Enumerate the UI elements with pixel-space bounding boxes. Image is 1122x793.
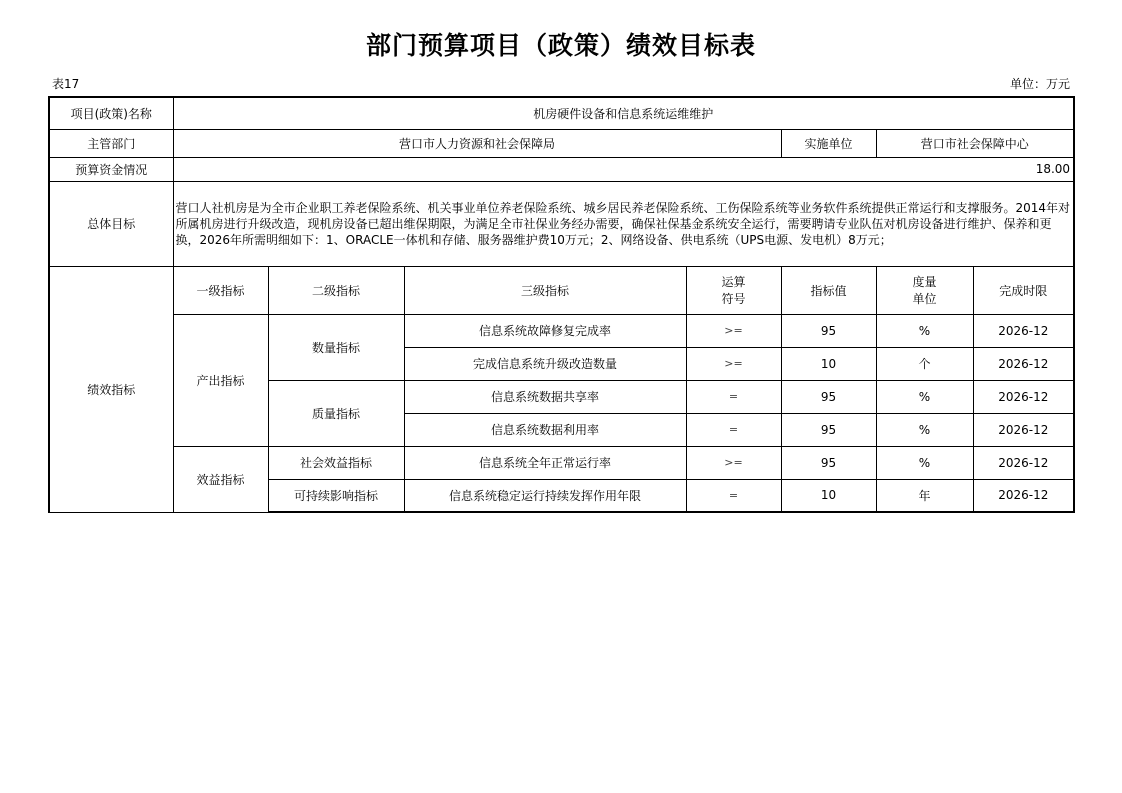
indicator-operator: = bbox=[686, 479, 781, 512]
indicator-operator: >= bbox=[686, 446, 781, 479]
group-quantity: 数量指标 bbox=[268, 314, 404, 380]
indicator-name: 信息系统稳定运行持续发挥作用年限 bbox=[404, 479, 686, 512]
indicator-deadline: 2026-12 bbox=[973, 446, 1074, 479]
group-quality: 质量指标 bbox=[268, 380, 404, 446]
header-level1: 一级指标 bbox=[173, 266, 268, 314]
project-name-value: 机房硬件设备和信息系统运维维护 bbox=[173, 97, 1074, 129]
unit-label: 单位：万元 bbox=[1009, 77, 1070, 91]
group-output: 产出指标 bbox=[173, 314, 268, 446]
indicator-value: 10 bbox=[781, 479, 876, 512]
implementer-label: 实施单位 bbox=[781, 129, 876, 157]
indicator-value: 95 bbox=[781, 446, 876, 479]
implementer-value: 营口市社会保障中心 bbox=[876, 129, 1074, 157]
group-social: 社会效益指标 bbox=[268, 446, 404, 479]
budget-value: 18.00 bbox=[173, 157, 1074, 181]
page-title: 部门预算项目（政策）绩效目标表 bbox=[365, 31, 756, 60]
header-operator-line1: 运算 bbox=[721, 275, 746, 289]
header-unit-line1: 度量 bbox=[912, 275, 937, 289]
header-level3: 三级指标 bbox=[404, 266, 686, 314]
indicator-unit: % bbox=[876, 314, 973, 347]
header-operator-line2: 符号 bbox=[721, 292, 746, 306]
budget-label: 预算资金情况 bbox=[49, 157, 173, 181]
indicator-name: 信息系统数据利用率 bbox=[404, 413, 686, 446]
indicator-value: 95 bbox=[781, 314, 876, 347]
indicator-unit: 年 bbox=[876, 479, 973, 512]
department-value: 营口市人力资源和社会保障局 bbox=[173, 129, 781, 157]
header-unit bbox=[876, 266, 973, 314]
header-unit-line2: 单位 bbox=[912, 292, 937, 306]
indicator-deadline: 2026-12 bbox=[973, 479, 1074, 512]
indicator-name: 信息系统故障修复完成率 bbox=[404, 314, 686, 347]
indicator-unit: % bbox=[876, 380, 973, 413]
performance-table bbox=[48, 96, 1075, 513]
group-sustain: 可持续影响指标 bbox=[268, 479, 404, 512]
indicator-deadline: 2026-12 bbox=[973, 347, 1074, 380]
project-name-row bbox=[49, 97, 1074, 129]
indicator-unit: % bbox=[876, 446, 973, 479]
department-label: 主管部门 bbox=[49, 129, 173, 157]
indicator-unit: 个 bbox=[876, 347, 973, 380]
indicators-section-label: 绩效指标 bbox=[49, 266, 173, 512]
goal-label: 总体目标 bbox=[49, 181, 173, 266]
indicator-row bbox=[49, 446, 1074, 479]
indicator-name: 信息系统全年正常运行率 bbox=[404, 446, 686, 479]
goal-row bbox=[49, 181, 1074, 266]
indicator-deadline: 2026-12 bbox=[973, 380, 1074, 413]
indicator-operator: = bbox=[686, 380, 781, 413]
indicator-operator: >= bbox=[686, 347, 781, 380]
goal-text: 营口人社机房是为全市企业职工养老保险系统、机关事业单位养老保险系统、城乡居民养老保险系统、工伤保险系统等业务软件系统提供正常运行和支撑服务。2014年对所属机房进行升级改造，现机房设备已超出维保期限，为满足全市社保业务经办需要，确保社保基金系统安全运行，需要聘请专业队伍对机房设备进行维护、保养和更换，2026年所需明细如下：1、ORACLE一体机和存储、服务器维护费10万元；2、网络设备、供电系统（UPS电源、发电机）8万元； bbox=[173, 181, 1074, 266]
indicator-operator: >= bbox=[686, 314, 781, 347]
department-row bbox=[49, 129, 1074, 157]
indicator-row bbox=[49, 314, 1074, 347]
indicator-value: 95 bbox=[781, 413, 876, 446]
indicator-name: 信息系统数据共享率 bbox=[404, 380, 686, 413]
indicator-deadline: 2026-12 bbox=[973, 314, 1074, 347]
header-operator bbox=[686, 266, 781, 314]
budget-row bbox=[49, 157, 1074, 181]
indicator-deadline: 2026-12 bbox=[973, 413, 1074, 446]
table-number: 表17 bbox=[52, 77, 80, 91]
header-deadline: 完成时限 bbox=[973, 266, 1074, 314]
header-level2: 二级指标 bbox=[268, 266, 404, 314]
indicator-value: 10 bbox=[781, 347, 876, 380]
indicator-operator: = bbox=[686, 413, 781, 446]
header-value: 指标值 bbox=[781, 266, 876, 314]
indicator-header-row bbox=[49, 266, 1074, 314]
project-name-label: 项目(政策)名称 bbox=[49, 97, 173, 129]
indicator-unit: % bbox=[876, 413, 973, 446]
group-benefit: 效益指标 bbox=[173, 446, 268, 512]
indicator-value: 95 bbox=[781, 380, 876, 413]
indicator-name: 完成信息系统升级改造数量 bbox=[404, 347, 686, 380]
